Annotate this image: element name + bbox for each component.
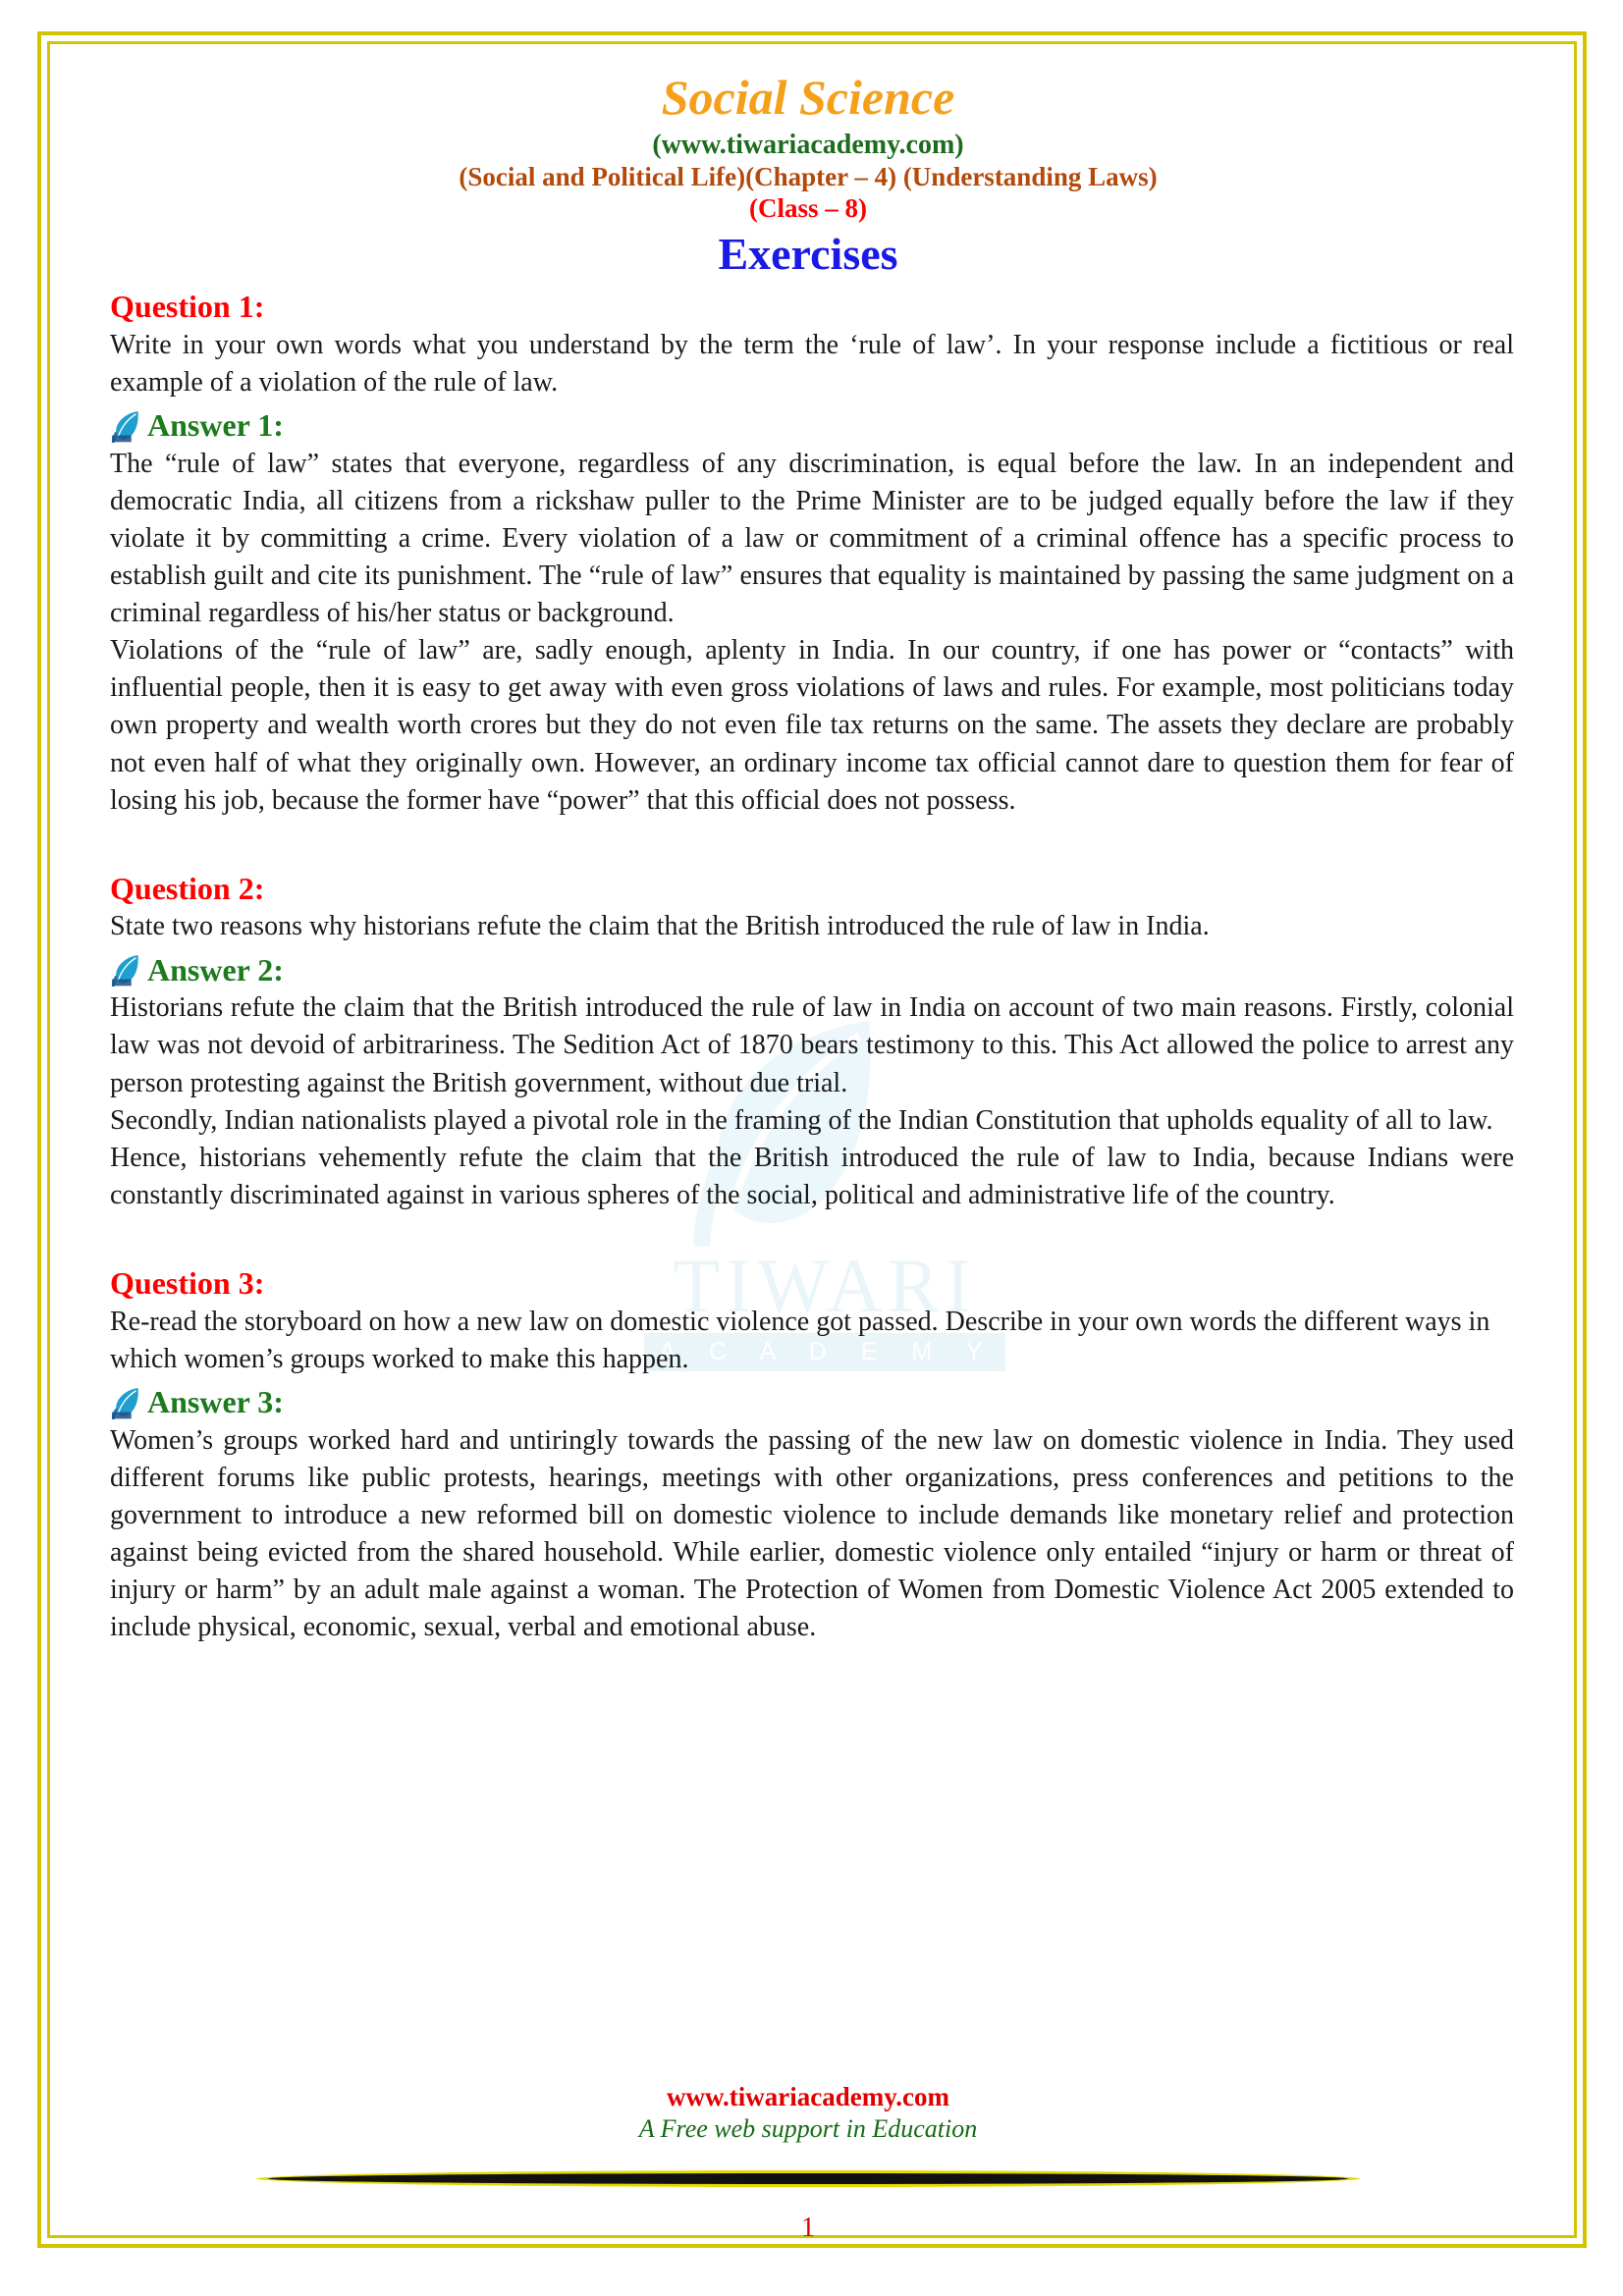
footer-website-link[interactable]: www.tiwariacademy.com (667, 2082, 949, 2111)
spacer (102, 1214, 1514, 1255)
question-3-label: Question 3: (110, 1264, 265, 1301)
answer-2-label-row (110, 952, 1514, 988)
answer-2-paragraph-1: Historians refute the claim that the British introduced the rule of law in India on account of two main reasons. Firstly, colonial law was not devoid of arbitrariness. The Sedition Act of 1870 bears testimony to this. This Act allowed the police to arrest any person protesting against the British government, without due trial. (110, 992, 1514, 1098)
page-number: 1 (801, 2212, 815, 2243)
answer-2-label: Answer 2: (147, 951, 284, 988)
question-2-text: State two reasons why historians refute the claim that the British introduced the rule of law in India. (110, 911, 1210, 942)
watermark-sub: A C A D E M Y (550, 1333, 1100, 1371)
watermark-brand: TIWARI (673, 1243, 977, 1328)
question-3-text: Re-read the storyboard on how a new law on domestic violence got passed. Describe in your own words the different ways in which women’s groups worked to make this happen. (110, 1306, 1490, 1374)
leaf-logo-icon (110, 1386, 143, 1419)
header-website: (www.tiwariacademy.com) (652, 130, 964, 160)
leaf-logo-icon (110, 953, 143, 987)
leaf-logo-icon (110, 409, 143, 443)
page-title: Social Science (661, 70, 955, 125)
section-heading-exercises: Exercises (718, 228, 898, 279)
answer-1-label-row (110, 407, 1514, 444)
answer-1-label: Answer 1: (147, 407, 284, 444)
answer-2-paragraph-3: Hence, historians vehemently refute the claim that the British introduced the rule of law to India, because Indians were constantly discriminated against in various spheres of the social, political and administrative life of the country. (110, 1142, 1514, 1210)
answer-3-paragraph-1: Women’s groups worked hard and untiringly towards the passing of the new law on domestic violence in India. They used different forums like public protests, hearings, meetings with other organizations, press conferences and petitions to the government to introduce a new reformed bill on domestic violence to include demands like monetary relief and protection against being evicted from the shared household. While earlier, domestic violence only entailed “injury or harm or threat of injury or harm” by an adult male against a woman. The Protection of Women from Domestic Violence Act 2005 extended to include physical, economic, sexual, verbal and emotional abuse. (110, 1424, 1514, 1642)
answer-1-paragraph-2: Violations of the “rule of law” are, sadly enough, aplenty in India. In our country, if one has power or “contacts” with influential people, then it is easy to get away with even gross violations of laws and rules. For example, most politicians today own property and wealth worth crores but they do not even file tax returns on the same. The assets they declare are probably not even half of what they originally own. However, an ordinary income tax official cannot dare to question them for fear of losing his job, because the former have “power” that this official does not possess. (110, 635, 1514, 816)
document-content (102, 61, 1514, 1646)
answer-1-paragraph-1: The “rule of law” states that everyone, regardless of any discrimination, is equal before the law. In an independent and democratic India, all citizens from a rickshaw puller to the Prime Minister are to be judged equally before the law if they violate it by committing a crime. Every violation of a law or commitment of a criminal offence has a specific process to establish guilt and cite its punishment. The “rule of law” ensures that equality is maintained by passing the same judgment on a criminal regardless of his/her status or background. (110, 448, 1514, 629)
footer-divider (268, 2171, 1348, 2187)
header-chapter: (Social and Political Life)(Chapter – 4) (Understanding Laws) (459, 162, 1158, 192)
question-2-label: Question 2: (110, 870, 265, 906)
spacer (102, 820, 1514, 861)
footer-tagline: A Free web support in Education (638, 2114, 978, 2144)
header-class: (Class – 8) (749, 192, 867, 223)
answer-3-label: Answer 3: (147, 1383, 284, 1419)
question-1-text: Write in your own words what you understand by the term the ‘rule of law’. In your response include a fictitious or real example of a violation of the rule of law. (110, 329, 1514, 399)
answer-2-paragraph-2: Secondly, Indian nationalists played a pivotal role in the framing of the Indian Constitution that upholds equality of all to law. (110, 1104, 1493, 1136)
page-footer (102, 2081, 1514, 2244)
answer-3-label-row (110, 1384, 1514, 1420)
question-1-label: Question 1: (110, 289, 265, 325)
